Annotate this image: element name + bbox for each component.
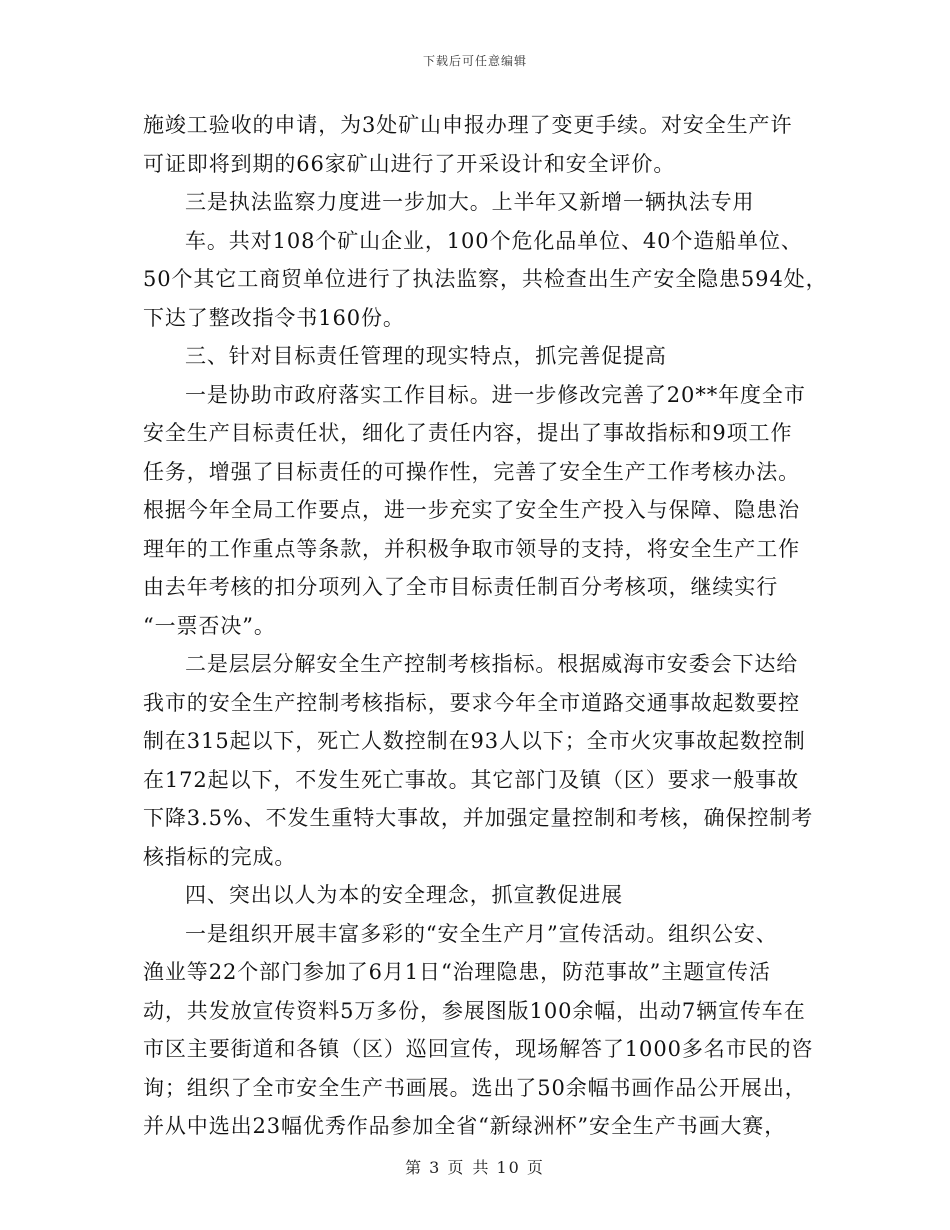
body-text bbox=[143, 106, 828, 1146]
text-line: 并从中选出23幅优秀作品参加全省“新绿洲杯”安全生产书画大赛， bbox=[143, 1114, 787, 1138]
text-line: 渔业等22个部门参加了6月1日“治理隐患，防范事故”主题宣传活 bbox=[143, 960, 771, 984]
text-line: 一是组织开展丰富多彩的“安全生产月”宣传活动。组织公安、 bbox=[185, 921, 778, 946]
text-line: 在172起以下，不发生死亡事故。其它部门及镇（区）要求一般事故 bbox=[143, 767, 799, 792]
page-footer bbox=[0, 1155, 950, 1178]
text-line: 三、针对目标责任管理的现实特点，抓完善促提高 bbox=[185, 344, 667, 368]
text-line: 由去年考核的扣分项列入了全市目标责任制百分考核项，继续实行 bbox=[143, 575, 779, 599]
text-line: 我市的安全生产控制考核指标，要求今年全市道路交通事故起数要控 bbox=[143, 690, 800, 715]
text-line: 车。共对108个矿山企业，100个危化品单位、40个造船单位、 bbox=[185, 228, 803, 253]
text-line: 制在315起以下，死亡人数控制在93人以下；全市火灾事故起数控制 bbox=[143, 729, 806, 753]
text-line: 市区主要街道和各镇（区）巡回宣传，现场解答了1000多名市民的咨 bbox=[143, 1037, 814, 1061]
text-line: 任务，增强了目标责任的可操作性，完善了安全生产工作考核办法。 bbox=[143, 459, 800, 484]
text-line: 施竣工验收的申请，为3处矿山申报办理了变更手续。对安全生产许 bbox=[143, 113, 793, 137]
text-line: 动，共发放宣传资料5万多份，参展图版100余幅，出动7辆宣传车在 bbox=[143, 998, 806, 1023]
footer-suffix: 页 bbox=[526, 1158, 545, 1177]
footer-middle: 页 共 bbox=[447, 1158, 491, 1177]
text-line: 50个其它工商贸单位进行了执法监察，共检查出生产安全隐患594处， bbox=[143, 267, 828, 291]
text-line: 可证即将到期的66家矿山进行了开采设计和安全评价。 bbox=[143, 151, 676, 176]
text-line: 下达了整改指令书160份。 bbox=[143, 305, 405, 330]
footer-prefix: 第 bbox=[405, 1158, 424, 1177]
text-line: 一是协助市政府落实工作目标。进一步修改完善了20**年度全市 bbox=[185, 382, 806, 407]
page-header: 下载后可任意编辑 bbox=[422, 54, 527, 68]
text-line: 三是执法监察力度进一步加大。上半年又新增一辆执法专用 bbox=[185, 190, 755, 214]
text-line: 理年的工作重点等条款，并积极争取市领导的支持，将安全生产工作 bbox=[143, 536, 800, 561]
text-line: 根据今年全局工作要点，进一步充实了安全生产投入与保障、隐患治 bbox=[143, 498, 800, 522]
text-line: 四、突出以人为本的安全理念，抓宣教促进展 bbox=[185, 883, 623, 907]
text-line: “一票否决”。 bbox=[143, 613, 276, 638]
footer-page-number: 3 bbox=[429, 1158, 442, 1177]
footer-total-pages: 10 bbox=[496, 1158, 521, 1177]
text-line: 二是层层分解安全生产控制考核指标。根据威海市安委会下达给 bbox=[185, 652, 799, 676]
text-line: 下降3.5%、不发生重特大事故，并加强定量控制和考核，确保控制考 bbox=[143, 806, 814, 830]
text-line: 安全生产目标责任状，细化了责任内容，提出了事故指标和9项工作 bbox=[143, 421, 793, 445]
text-line: 核指标的完成。 bbox=[143, 844, 297, 869]
text-line: 询；组织了全市安全生产书画展。选出了50余幅书画作品公开展出， bbox=[143, 1075, 807, 1100]
